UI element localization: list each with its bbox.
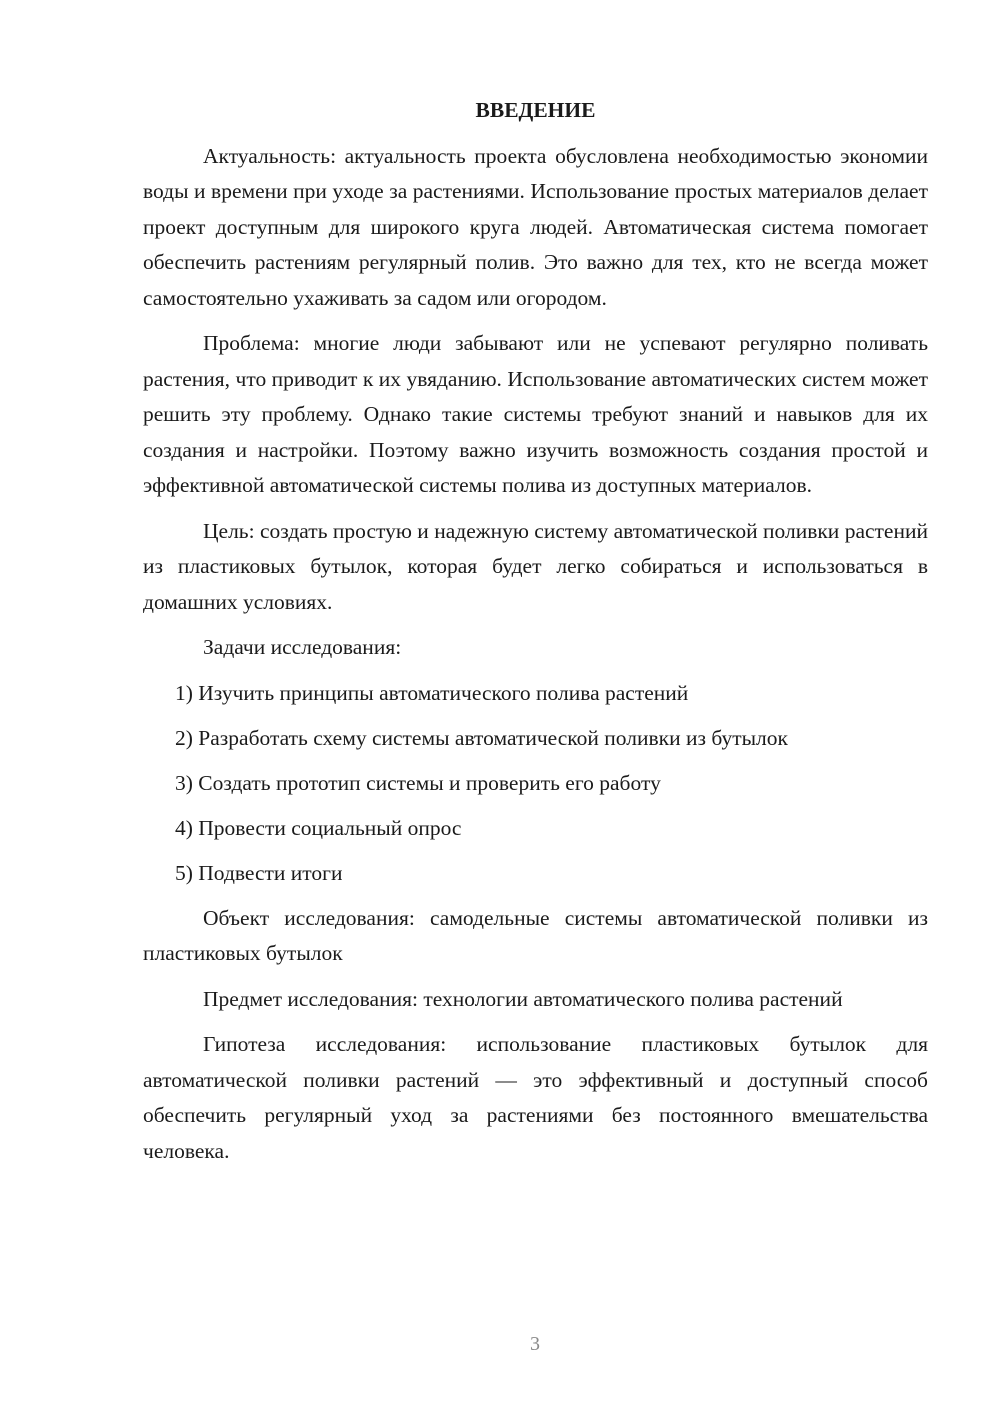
- page-number: 3: [530, 1333, 540, 1355]
- list-item: 2) Разработать схему системы автоматической поливки из бутылок: [175, 725, 788, 750]
- paragraph-relevance: Актуальность: актуальность проекта обусловлена необходимостью экономии воды и времени при уходе за растениями. Использование простых материалов делает проект доступным для широкого круга людей. Автоматическая система помогает обеспечить растениям регулярный полив. Это важно для тех, кто не всегда может самостоятельно ухаживать за садом или огородом.: [143, 143, 928, 310]
- document-page: [143, 93, 928, 1179]
- paragraph-subject: Предмет исследования: технологии автоматического полива растений: [203, 986, 843, 1011]
- list-item: 5) Подвести итоги: [175, 860, 343, 885]
- tasks-heading: Задачи исследования:: [203, 635, 402, 659]
- section-title: ВВЕДЕНИЕ: [475, 98, 596, 122]
- paragraph-problem: Проблема: многие люди забывают или не успевают регулярно поливать растения, что приводит к их увяданию. Использование автоматических систем может решить эту проблему. Однако такие системы требуют знаний и навыков для их создания и настройки. Поэтому важно изучить возможность создания простой и эффективной автоматической системы полива из доступных материалов.: [143, 331, 928, 497]
- paragraph-goal: Цель: создать простую и надежную систему автоматической поливки растений из пластиковых бутылок, которая будет легко собираться и использоваться в домашних условиях.: [143, 518, 928, 614]
- paragraph-hypothesis: Гипотеза исследования: использование пластиковых бутылок для автоматической поливки растений — это эффективный и доступный способ обеспечить регулярный уход за растениями без постоянного вмешательства человека.: [143, 1032, 928, 1163]
- list-item: 1) Изучить принципы автоматического полива растений: [175, 680, 689, 705]
- task-list: [143, 676, 928, 892]
- list-item: 3) Создать прототип системы и проверить его работу: [175, 770, 661, 795]
- paragraph-object: Объект исследования: самодельные системы автоматической поливки из пластиковых бутылок: [143, 905, 928, 965]
- list-item: 4) Провести социальный опрос: [175, 815, 462, 840]
